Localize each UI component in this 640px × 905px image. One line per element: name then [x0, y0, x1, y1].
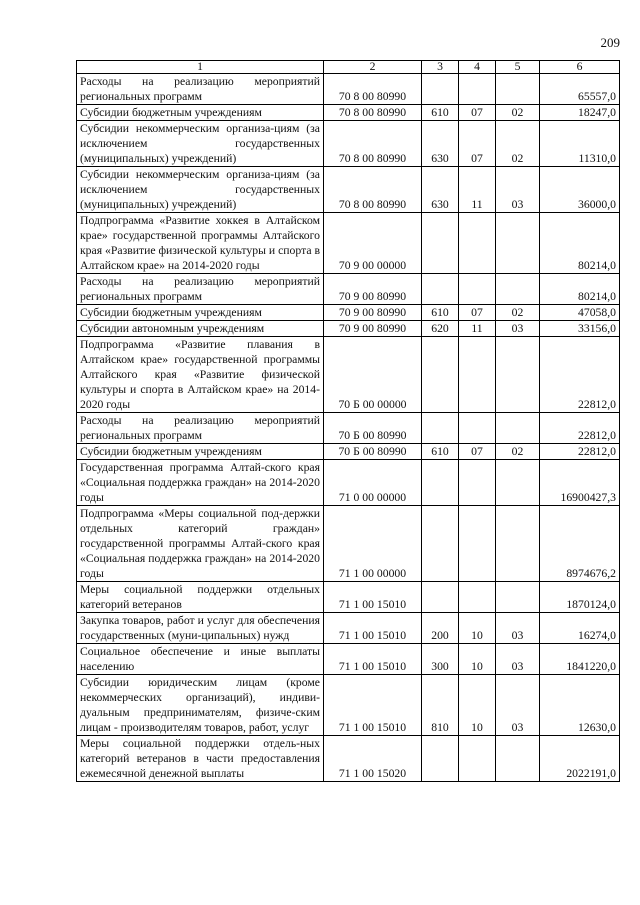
row-section — [459, 506, 496, 582]
row-amount: 8974676,2 — [540, 506, 620, 582]
row-description: Закупка товаров, работ и услуг для обеспечения государственных (муни-ципальных) нужд — [77, 613, 324, 644]
table-row — [77, 460, 620, 506]
row-target-code: 70 9 00 80990 — [324, 274, 422, 305]
row-amount: 1870124,0 — [540, 582, 620, 613]
row-description: Подпрограмма «Меры социальной под-держки отдельных категорий граждан» государственной программы Алтай-ского края «Социальная поддержка граждан» на 2014-2020 годы — [77, 506, 324, 582]
row-amount: 22812,0 — [540, 337, 620, 413]
row-amount: 80214,0 — [540, 213, 620, 274]
row-description: Государственная программа Алтай-ского края «Социальная поддержка граждан» на 2014-2020 годы — [77, 460, 324, 506]
row-expense-type: 300 — [422, 644, 459, 675]
header-col-4: 4 — [459, 61, 496, 74]
table-row — [77, 337, 620, 413]
row-description: Социальное обеспечение и иные выплаты населению — [77, 644, 324, 675]
row-section — [459, 413, 496, 444]
row-amount: 11310,0 — [540, 121, 620, 167]
row-section: 07 — [459, 105, 496, 121]
row-target-code: 71 1 00 15010 — [324, 613, 422, 644]
row-subsection — [496, 74, 540, 105]
row-amount: 65557,0 — [540, 74, 620, 105]
table-row — [77, 105, 620, 121]
row-target-code: 70 Б 00 00000 — [324, 337, 422, 413]
table-row — [77, 613, 620, 644]
row-section: 10 — [459, 613, 496, 644]
row-amount: 22812,0 — [540, 413, 620, 444]
row-subsection: 03 — [496, 613, 540, 644]
row-amount: 1841220,0 — [540, 644, 620, 675]
row-subsection: 02 — [496, 305, 540, 321]
row-expense-type: 610 — [422, 105, 459, 121]
table-row — [77, 444, 620, 460]
row-section: 07 — [459, 121, 496, 167]
table-row — [77, 413, 620, 444]
row-amount: 33156,0 — [540, 321, 620, 337]
row-amount: 47058,0 — [540, 305, 620, 321]
row-target-code: 70 Б 00 80990 — [324, 413, 422, 444]
table-row — [77, 121, 620, 167]
row-description: Субсидии бюджетным учреждениям — [77, 444, 324, 460]
row-target-code: 70 8 00 80990 — [324, 74, 422, 105]
row-expense-type: 810 — [422, 675, 459, 736]
table-row — [77, 305, 620, 321]
row-subsection — [496, 213, 540, 274]
header-col-6: 6 — [540, 61, 620, 74]
table-row — [77, 675, 620, 736]
row-section — [459, 74, 496, 105]
row-description: Меры социальной поддержки отдельных категорий ветеранов — [77, 582, 324, 613]
row-amount: 16900427,3 — [540, 460, 620, 506]
row-section: 11 — [459, 167, 496, 213]
row-subsection: 02 — [496, 105, 540, 121]
row-expense-type — [422, 74, 459, 105]
row-target-code: 71 1 00 15010 — [324, 675, 422, 736]
row-amount: 2022191,0 — [540, 736, 620, 782]
row-subsection — [496, 736, 540, 782]
row-section — [459, 337, 496, 413]
header-col-3: 3 — [422, 61, 459, 74]
row-description: Субсидии некоммерческим организа-циям (за исключением государственных (муниципальных) учреждений) — [77, 121, 324, 167]
row-expense-type: 630 — [422, 121, 459, 167]
row-description: Субсидии некоммерческим организа-циям (за исключением государственных (муниципальных) учреждений) — [77, 167, 324, 213]
row-target-code: 71 0 00 00000 — [324, 460, 422, 506]
row-expense-type — [422, 506, 459, 582]
row-subsection: 02 — [496, 121, 540, 167]
row-expense-type — [422, 460, 459, 506]
header-col-5: 5 — [496, 61, 540, 74]
table-row — [77, 582, 620, 613]
table-row — [77, 644, 620, 675]
budget-table — [76, 60, 620, 782]
row-section: 07 — [459, 444, 496, 460]
header-col-1: 1 — [77, 61, 324, 74]
row-target-code: 70 8 00 80990 — [324, 121, 422, 167]
row-description: Подпрограмма «Развитие плавания в Алтайском крае» государственной программы Алтайского края «Развитие физической культуры и спорта в Алтайском крае» на 2014-2020 годы — [77, 337, 324, 413]
table-row — [77, 167, 620, 213]
row-subsection: 03 — [496, 167, 540, 213]
row-description: Субсидии юридическим лицам (кроме некоммерческих организаций), индиви-дуальным предпринимателям, физиче-ским лицам - производителям товаров, работ, услуг — [77, 675, 324, 736]
row-description: Расходы на реализацию мероприятий региональных программ — [77, 274, 324, 305]
row-amount: 36000,0 — [540, 167, 620, 213]
row-expense-type — [422, 582, 459, 613]
row-description: Субсидии автономным учреждениям — [77, 321, 324, 337]
table-header-row — [77, 61, 620, 74]
row-description: Субсидии бюджетным учреждениям — [77, 305, 324, 321]
row-subsection — [496, 337, 540, 413]
table-row — [77, 213, 620, 274]
row-expense-type — [422, 213, 459, 274]
table-row — [77, 74, 620, 105]
table-row — [77, 506, 620, 582]
table-body — [77, 74, 620, 782]
row-expense-type — [422, 736, 459, 782]
row-expense-type: 610 — [422, 305, 459, 321]
row-target-code: 71 1 00 00000 — [324, 506, 422, 582]
row-section — [459, 582, 496, 613]
row-target-code: 70 9 00 00000 — [324, 213, 422, 274]
row-description: Расходы на реализацию мероприятий региональных программ — [77, 413, 324, 444]
row-subsection — [496, 274, 540, 305]
row-subsection: 02 — [496, 444, 540, 460]
row-description: Субсидии бюджетным учреждениям — [77, 105, 324, 121]
row-amount: 80214,0 — [540, 274, 620, 305]
row-subsection: 03 — [496, 321, 540, 337]
row-expense-type — [422, 274, 459, 305]
row-target-code: 70 9 00 80990 — [324, 321, 422, 337]
row-subsection — [496, 460, 540, 506]
row-description: Меры социальной поддержки отдель-ных категорий ветеранов в части предоставления ежемесячной денежной выплаты — [77, 736, 324, 782]
row-subsection — [496, 506, 540, 582]
header-col-2: 2 — [324, 61, 422, 74]
row-target-code: 70 8 00 80990 — [324, 167, 422, 213]
row-description: Подпрограмма «Развитие хоккея в Алтайском крае» государственной программы Алтайского края «Развитие физической культуры и спорта в Алтайском крае» на 2014-2020 годы — [77, 213, 324, 274]
table-row — [77, 736, 620, 782]
row-description: Расходы на реализацию мероприятий региональных программ — [77, 74, 324, 105]
row-section: 07 — [459, 305, 496, 321]
row-amount: 18247,0 — [540, 105, 620, 121]
row-target-code: 71 1 00 15010 — [324, 582, 422, 613]
table-row — [77, 321, 620, 337]
row-expense-type: 620 — [422, 321, 459, 337]
row-section: 10 — [459, 644, 496, 675]
row-amount: 22812,0 — [540, 444, 620, 460]
row-target-code: 71 1 00 15010 — [324, 644, 422, 675]
table-row — [77, 274, 620, 305]
page-number: 209 — [600, 35, 620, 50]
row-target-code: 71 1 00 15020 — [324, 736, 422, 782]
row-expense-type — [422, 413, 459, 444]
row-expense-type: 610 — [422, 444, 459, 460]
row-target-code: 70 Б 00 80990 — [324, 444, 422, 460]
row-section: 11 — [459, 321, 496, 337]
row-amount: 16274,0 — [540, 613, 620, 644]
row-expense-type: 200 — [422, 613, 459, 644]
row-subsection — [496, 582, 540, 613]
row-expense-type — [422, 337, 459, 413]
row-subsection: 03 — [496, 644, 540, 675]
row-section — [459, 274, 496, 305]
row-section — [459, 460, 496, 506]
row-target-code: 70 9 00 80990 — [324, 305, 422, 321]
row-amount: 12630,0 — [540, 675, 620, 736]
row-section — [459, 213, 496, 274]
row-subsection: 03 — [496, 675, 540, 736]
row-target-code: 70 8 00 80990 — [324, 105, 422, 121]
row-section — [459, 736, 496, 782]
row-expense-type: 630 — [422, 167, 459, 213]
row-section: 10 — [459, 675, 496, 736]
row-subsection — [496, 413, 540, 444]
